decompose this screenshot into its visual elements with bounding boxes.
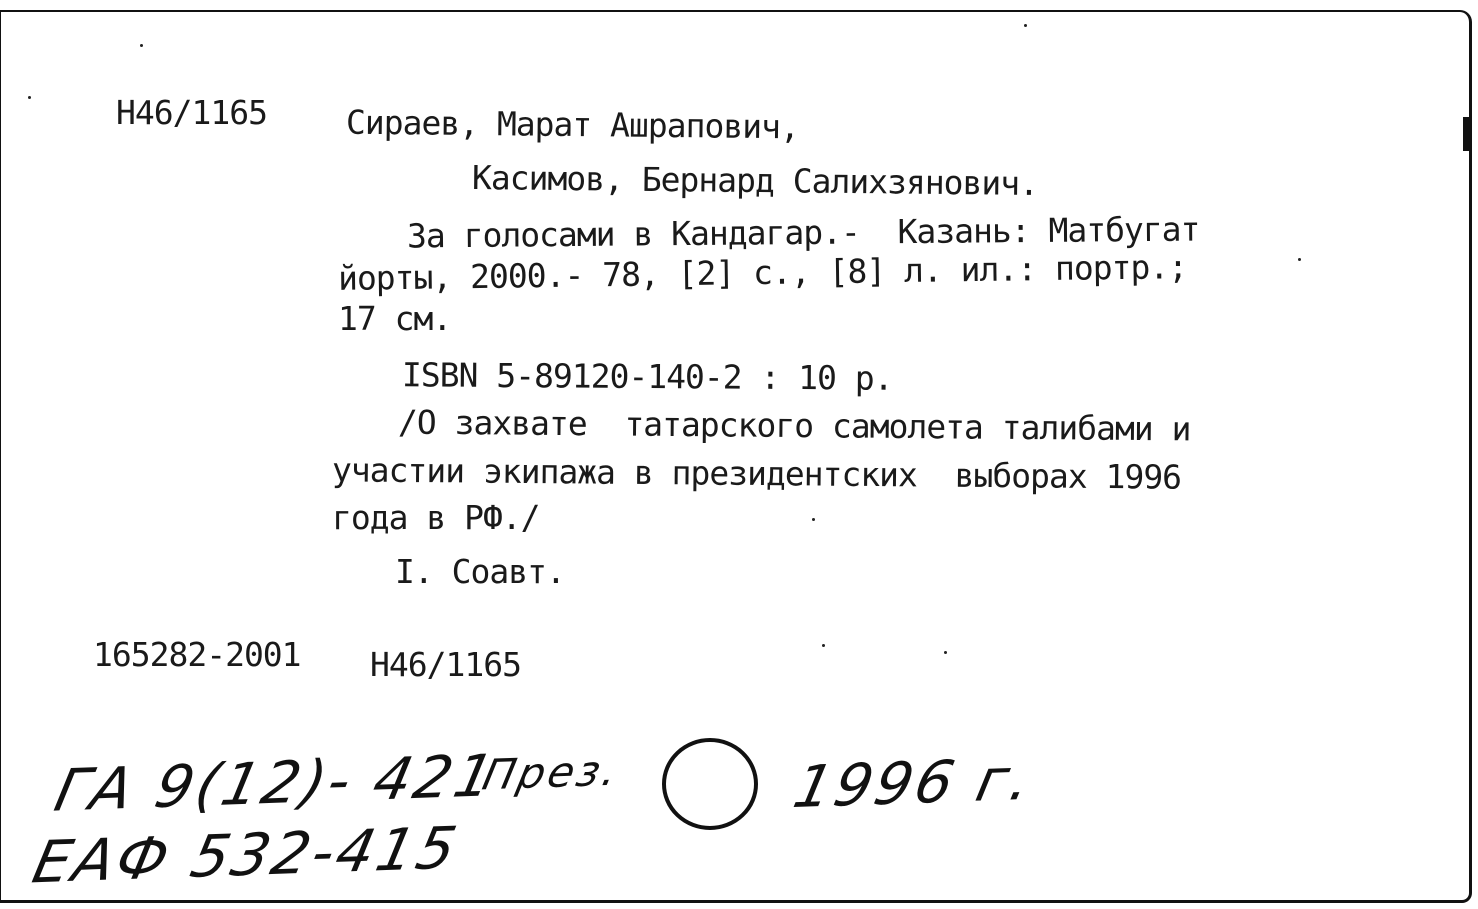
scan-speck (812, 518, 815, 521)
scan-speck (822, 644, 825, 647)
title-line: За голосами в Кандагар.- Казань: Матбугат (406, 209, 1200, 256)
card-edge-mark (1463, 117, 1469, 151)
scan-speck (28, 96, 31, 99)
call-number: Н46/1165 (116, 93, 267, 132)
scan-speck (1298, 258, 1301, 261)
scan-speck (1024, 24, 1027, 27)
note-line-3: года в РФ./ (332, 498, 540, 537)
dimensions-line: 17 см. (338, 299, 452, 338)
note-line-2: участии экипажа в президентских выборах 1996 (331, 450, 1182, 497)
scan-speck (944, 651, 947, 654)
accession-number: 165282-2001 (93, 635, 301, 674)
handwritten-classification: ГА 9(12)- 421 (48, 741, 503, 825)
handwritten-subject: През. (478, 745, 625, 800)
note-line-1: /О захвате татарского самолета талибами и (397, 402, 1191, 449)
scan-speck (140, 44, 143, 47)
primary-author: Сираев, Марат Ашрапович, (345, 102, 800, 147)
handwritten-circle-icon (656, 732, 764, 836)
handwritten-year: 1996 г. (787, 744, 1041, 822)
isbn-line: ISBN 5-89120-140-2 : 10 р. (401, 355, 893, 398)
handwritten-code: ЕАФ 532-415 (27, 813, 466, 897)
imprint-line: йорты, 2000.- 78, [2] с., [8] л. ил.: портр.; (337, 247, 1188, 298)
secondary-author: Касимов, Бернард Салихзянович. (471, 158, 1039, 203)
tracing-line: I. Соавт. (395, 552, 565, 591)
footer-call-number: Н46/1165 (370, 645, 521, 684)
